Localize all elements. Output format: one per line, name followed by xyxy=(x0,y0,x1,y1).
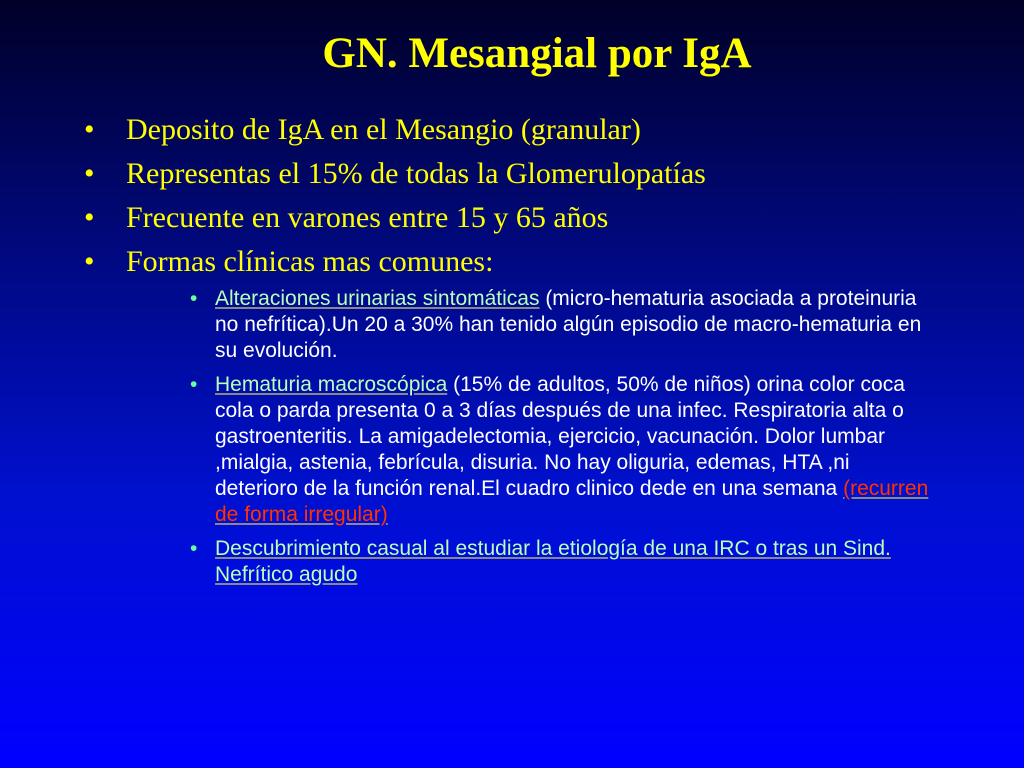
sub-bullet-list xyxy=(190,286,935,596)
bullet-icon: • xyxy=(84,113,95,146)
main-bullet-text: Formas clínicas mas comunes: xyxy=(126,245,494,278)
sub-bullet-red-highlight: (recurren de forma irregular) xyxy=(215,477,929,526)
sub-bullet-item xyxy=(190,536,935,588)
main-bullet-item xyxy=(84,196,984,240)
bullet-icon: • xyxy=(84,157,95,190)
main-bullet-text: Representas el 15% de todas la Glomerulopatías xyxy=(126,157,706,190)
sub-bullet-highlight: Hematuria macroscópica xyxy=(215,373,448,396)
sub-bullet-icon: • xyxy=(190,287,198,310)
sub-bullet-text: (micro-hematuria asociada a proteinuria no nefrítica).Un 20 a 30% han tenido algún episodio de macro-hematuria en su evolución. xyxy=(215,287,922,362)
sub-bullet-item xyxy=(190,372,935,528)
sub-bullet-highlight: Descubrimiento casual al estudiar la etiología de una IRC o tras un Sind. Nefrítico agudo xyxy=(215,537,891,586)
bullet-icon: • xyxy=(84,201,95,234)
main-bullet-text: Deposito de IgA en el Mesangio (granular) xyxy=(126,113,641,146)
main-bullet-item xyxy=(84,152,984,196)
main-bullet-item xyxy=(84,108,984,152)
sub-bullet-item xyxy=(190,286,935,364)
sub-bullet-icon: • xyxy=(190,537,198,560)
slide-title: GN. Mesangial por IgA xyxy=(322,30,752,77)
sub-bullet-highlight: Alteraciones urinarias sintomáticas xyxy=(215,287,540,310)
main-bullet-list xyxy=(84,108,984,284)
sub-bullet-icon: • xyxy=(190,373,198,396)
main-bullet-text: Frecuente en varones entre 15 y 65 años xyxy=(126,201,609,234)
main-bullet-item xyxy=(84,240,984,284)
sub-bullet-text: (15% de adultos, 50% de niños) orina color coca cola o parda presenta 0 a 3 días después de una infec. Respiratoria alta o gastroenteritis. La amigadelectomia, ejercicio, vacunación. Dolor lumbar ,mialgia, astenia, febrícula, disuria. No hay oliguria, edemas, HTA ,ni deterioro de la función renal.El cuadro clinico dede en una semana xyxy=(215,373,905,500)
bullet-icon: • xyxy=(84,245,95,278)
title-area xyxy=(0,0,1024,100)
